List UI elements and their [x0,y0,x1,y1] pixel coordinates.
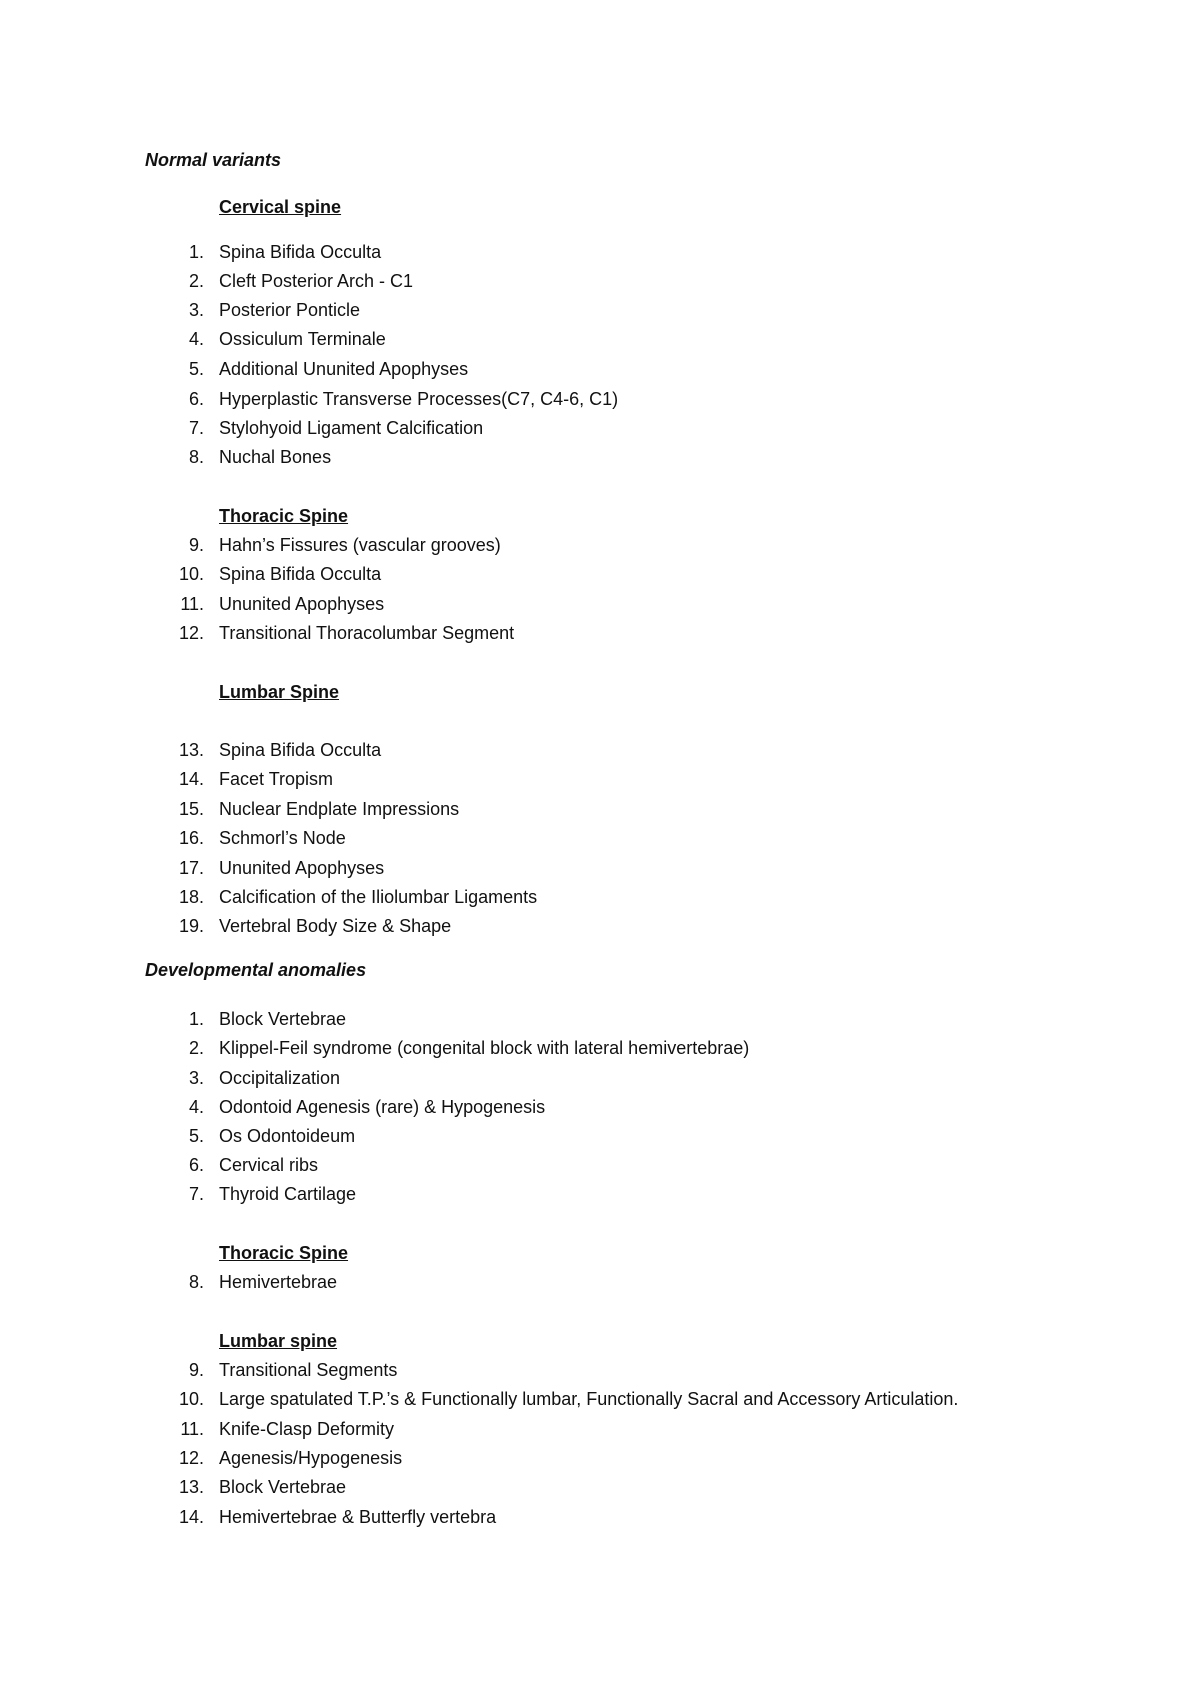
list-item-number: 5. [188,1126,204,1146]
list-item: Knife-Clasp Deformity [219,1419,395,1439]
list-item: Hemivertebrae & Butterfly vertebra [219,1507,497,1527]
list-item: Ossiculum Terminale [219,329,386,349]
list-item-number: 11. [180,594,204,614]
list-item-number: 2. [188,271,204,291]
list-item: Large spatulated T.P.’s & Functionally lumbar, Functionally Sacral and Accessory Articulation. [219,1389,959,1409]
list-item-number: 12. [178,623,204,643]
list-item: Odontoid Agenesis (rare) & Hypogenesis [219,1097,546,1117]
list-item-number: 8. [188,1272,204,1292]
list-item: Transitional Thoracolumbar Segment [219,623,515,643]
list-item: Spina Bifida Occulta [219,242,382,262]
list-item-number: 14. [178,769,204,789]
list-item: Hyperplastic Transverse Processes(C7, C4-6, C1) [219,389,619,409]
section-title-normal-variants: Normal variants [145,150,282,170]
list-item: Transitional Segments [219,1360,398,1380]
list-item: Spina Bifida Occulta [219,740,382,760]
list-item-number: 4. [188,1097,204,1117]
list-item: Cleft Posterior Arch - C1 [219,271,414,291]
list-item: Additional Ununited Apophyses [219,359,469,379]
list-item: Nuclear Endplate Impressions [219,799,460,819]
list-item-number: 9. [188,1360,204,1380]
list-item: Block Vertebrae [219,1477,347,1497]
list-item: Hahn’s Fissures (vascular grooves) [219,535,501,555]
list-item-number: 7. [188,418,204,438]
list-item-number: 11. [180,1419,204,1439]
list-item: Klippel-Feil syndrome (congenital block with lateral hemivertebrae) [219,1038,750,1058]
list-item-number: 7. [188,1184,204,1204]
list-item: Ununited Apophyses [219,594,385,614]
list-item: Occipitalization [219,1068,341,1088]
subheading-cervical-spine: Cervical spine [219,197,342,217]
list-item: Ununited Apophyses [219,858,385,878]
list-item-number: 2. [188,1038,204,1058]
list-item-number: 14. [178,1507,204,1527]
list-item: Stylohyoid Ligament Calcification [219,418,484,438]
list-item-number: 10. [178,564,204,584]
subheading-thoracic-spine: Thoracic Spine [219,1243,349,1263]
list-item-number: 6. [188,389,204,409]
list-item: Calcification of the Iliolumbar Ligaments [219,887,538,907]
list-item-number: 19. [178,916,204,936]
subheading-lumbar-spine: Lumbar Spine [219,682,340,702]
subheading-thoracic-spine: Thoracic Spine [219,506,349,526]
list-item: Posterior Ponticle [219,300,361,320]
list-item: Block Vertebrae [219,1009,347,1029]
list-item: Nuchal Bones [219,447,332,467]
list-item: Agenesis/Hypogenesis [219,1448,403,1468]
list-item: Spina Bifida Occulta [219,564,382,584]
list-item-number: 12. [178,1448,204,1468]
list-item: Cervical ribs [219,1155,319,1175]
list-item-number: 8. [188,447,204,467]
subheading-lumbar-spine: Lumbar spine [219,1331,338,1351]
list-item-number: 13. [178,1477,204,1497]
list-item: Schmorl’s Node [219,828,346,848]
list-item-number: 6. [188,1155,204,1175]
list-item: Hemivertebrae [219,1272,338,1292]
list-item-number: 9. [188,535,204,555]
list-item: Vertebral Body Size & Shape [219,916,452,936]
list-item: Facet Tropism [219,769,334,789]
list-item-number: 10. [178,1389,204,1409]
list-item-number: 17. [178,858,204,878]
list-item-number: 1. [188,242,204,262]
list-item-number: 18. [178,887,204,907]
list-item-number: 5. [188,359,204,379]
list-item-number: 16. [178,828,204,848]
list-item-number: 1. [188,1009,204,1029]
list-item-number: 15. [178,799,204,819]
list-item-number: 4. [188,329,204,349]
list-item: Thyroid Cartilage [219,1184,357,1204]
section-title-developmental-anomalies: Developmental anomalies [145,960,367,980]
list-item-number: 3. [188,1068,204,1088]
list-item-number: 13. [178,740,204,760]
list-item-number: 3. [188,300,204,320]
list-item: Os Odontoideum [219,1126,356,1146]
